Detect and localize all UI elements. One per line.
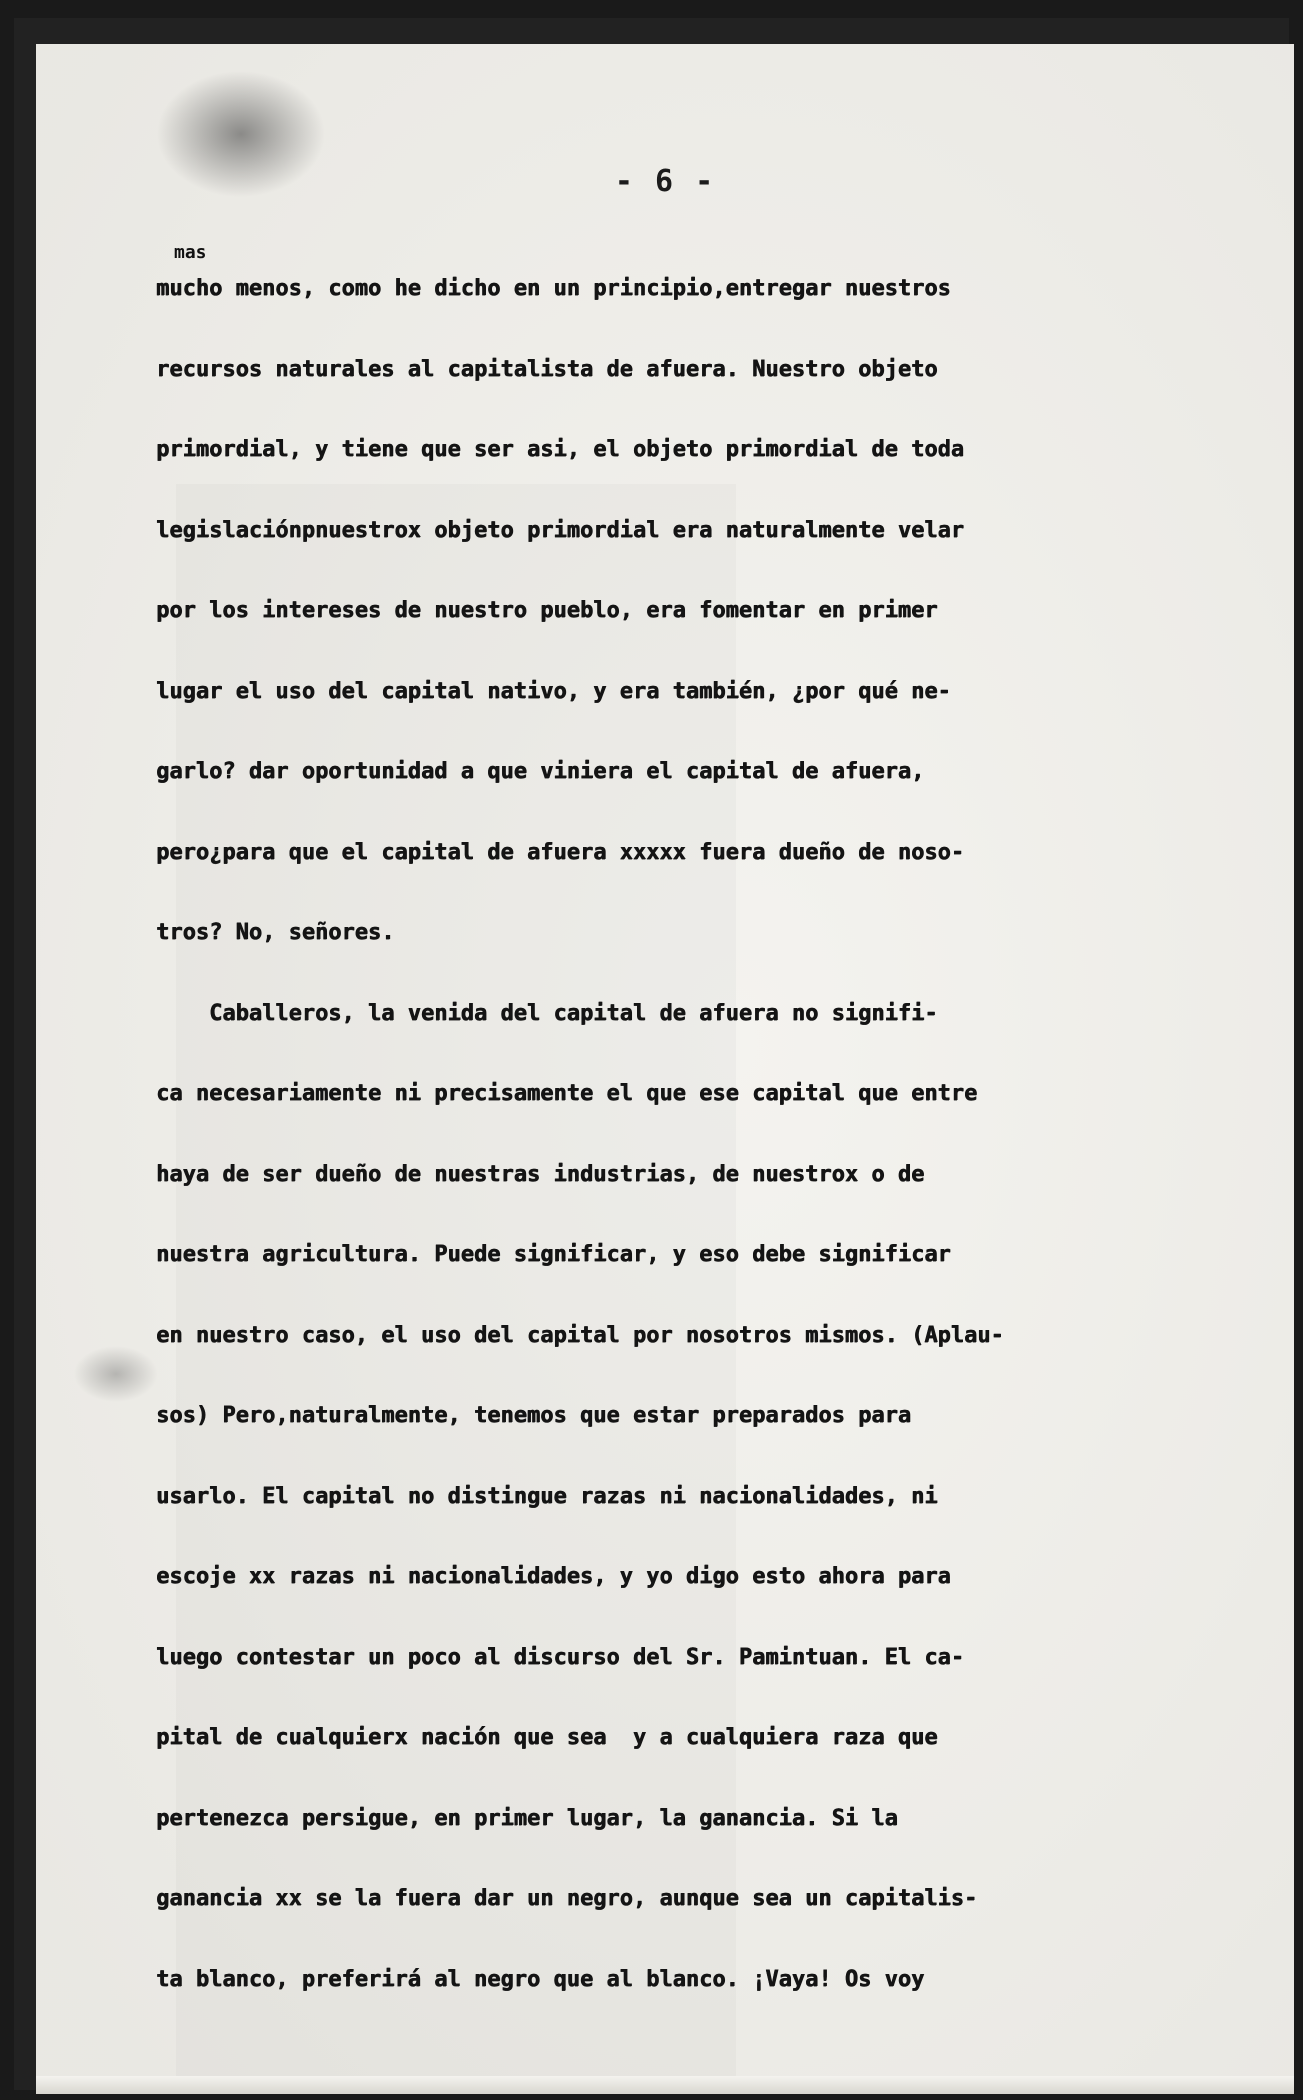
document-page (36, 44, 1294, 2094)
text-line-5: por los intereses de nuestro pueblo, era fomentar en primer (156, 598, 938, 623)
text-line-1: mucho menos, como he dicho en un principio,entregar nuestros (156, 276, 951, 301)
text-line-2: recursos naturales al capitalista de afuera. Nuestro objeto (156, 356, 938, 382)
page-bottom-edge (36, 2076, 1294, 2094)
text-line-9: tros? No, señores. (156, 920, 395, 945)
margin-strike-mark: mas (174, 242, 207, 263)
text-line-21: ganancia xx se la fuera dar un negro, aunque sea un capitalis- (156, 1886, 978, 1911)
text-line-6: lugar el uso del capital nativo, y era también, ¿por qué ne- (156, 678, 951, 704)
text-line-10: Caballeros, la venida del capital de afuera no signifi- (156, 1000, 938, 1026)
text-line-22: ta blanco, preferirá al negro que al blanco. ¡Vaya! Os voy (156, 1966, 925, 1992)
text-line-11: ca necesariamente ni precisamente el que ese capital que entre (156, 1081, 978, 1106)
text-line-20: pertenezca persigue, en primer lugar, la ganancia. Si la (156, 1805, 898, 1831)
text-line-12: haya de ser dueño de nuestras industrias, de nuestrox o de (156, 1161, 925, 1187)
text-line-17: escoje xx razas ni nacionalidades, y yo digo esto ahora para (156, 1564, 951, 1589)
text-line-13: nuestra agricultura. Puede significar, y eso debe significar (156, 1242, 951, 1267)
text-line-4: legislaciónpnuestrox objeto primordial era naturalmente velar (156, 517, 964, 543)
text-line-7: garlo? dar oportunidad a que viniera el capital de afuera, (156, 759, 925, 784)
text-line-15: sos) Pero,naturalmente, tenemos que estar preparados para (156, 1403, 911, 1428)
scan-frame (14, 18, 1289, 2090)
text-line-19: pital de cualquierx nación que sea y a cualquiera raza que (156, 1725, 938, 1750)
page-number: - 6 - (614, 164, 716, 199)
text-line-18: luego contestar un poco al discurso del Sr. Pamintuan. El ca- (156, 1644, 964, 1670)
text-line-8: pero¿para que el capital de afuera xxxxx fuera dueño de noso- (156, 839, 964, 865)
text-line-14: en nuestro caso, el uso del capital por nosotros mismos. (Aplau- (156, 1322, 1004, 1348)
text-line-3: primordial, y tiene que ser asi, el objeto primordial de toda (156, 437, 964, 462)
text-line-16: usarlo. El capital no distingue razas ni nacionalidades, ni (156, 1483, 938, 1509)
typed-body-text (156, 269, 1236, 2040)
